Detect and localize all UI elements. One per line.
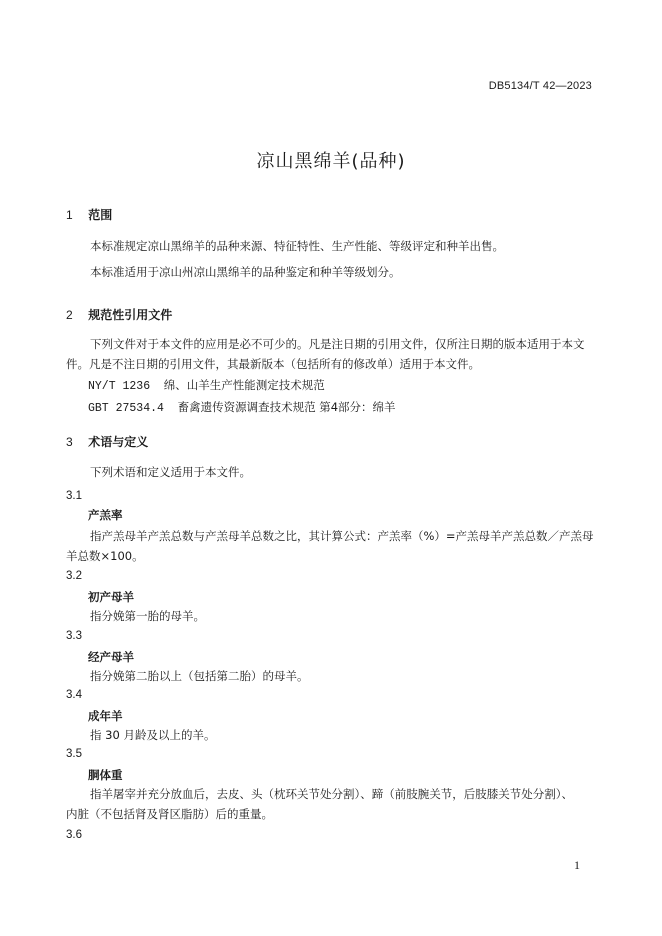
reference-title: 绵、山羊生产性能测定技术规范 bbox=[163, 378, 325, 392]
clause-number: 3.3 bbox=[66, 630, 82, 642]
term-definition-line: 指分娩第一胎的母羊。 bbox=[90, 609, 205, 623]
section-3-heading bbox=[66, 433, 148, 450]
section-title: 规范性引用文件 bbox=[88, 308, 173, 322]
term-name: 产羔率 bbox=[88, 508, 123, 522]
term-definition-line: 内脏（不包括肾及肾区脂肪）后的重量。 bbox=[66, 807, 273, 821]
term-name: 胴体重 bbox=[88, 768, 123, 782]
term-definition-line: 指 30 月龄及以上的羊。 bbox=[90, 728, 216, 742]
normative-references-line-2: 件。凡是不注日期的引用文件，其最新版本（包括所有的修改单）适用于本文件。 bbox=[66, 357, 480, 371]
term-definition-line: 羊总数×100。 bbox=[66, 549, 144, 563]
term-name: 初产母羊 bbox=[88, 590, 134, 604]
scope-paragraph-1: 本标准规定凉山黑绵羊的品种来源、特征特性、生产性能、等级评定和种羊出售。 bbox=[90, 239, 504, 253]
normative-references-line-1: 下列文件对于本文件的应用是必不可少的。凡是注日期的引用文件，仅所注日期的版本适用于本文 bbox=[90, 337, 585, 351]
standard-code: DB5134/T 42—2023 bbox=[488, 80, 592, 92]
clause-number: 3.5 bbox=[66, 748, 82, 760]
reference-title: 畜禽遗传资源调查技术规范 第4部分：绵羊 bbox=[177, 400, 396, 414]
page-number: 1 bbox=[574, 858, 580, 872]
term-definition-line: 指分娩第二胎以上（包括第二胎）的母羊。 bbox=[90, 669, 309, 683]
term-name: 经产母羊 bbox=[88, 650, 134, 664]
section-number: 3 bbox=[66, 435, 73, 449]
section-number: 2 bbox=[66, 308, 73, 322]
term-definition-line: 指羊屠宰并充分放血后，去皮、头（枕环关节处分割）、蹄（前肢腕关节，后肢膝关节处分割）、 bbox=[90, 787, 573, 801]
term-name: 成年羊 bbox=[88, 709, 123, 723]
reference-code: NY/T 1236 bbox=[88, 380, 151, 393]
section-2-heading bbox=[66, 306, 172, 323]
clause-number: 3.6 bbox=[66, 829, 82, 841]
term-definition-line: 指产羔母羊产羔总数与产羔母羊总数之比，其计算公式：产羔率（%）=产羔母羊产羔总数／产羔母 bbox=[90, 529, 594, 543]
section-number: 1 bbox=[66, 208, 73, 222]
clause-number: 3.2 bbox=[66, 570, 82, 582]
reference-item bbox=[88, 377, 325, 393]
section-title: 范围 bbox=[88, 208, 113, 222]
section-1-heading bbox=[66, 206, 112, 223]
scope-paragraph-2: 本标准适用于凉山州凉山黑绵羊的品种鉴定和种羊等级划分。 bbox=[90, 265, 401, 279]
document-title: 凉山黑绵羊(品种) bbox=[256, 151, 406, 172]
clause-number: 3.1 bbox=[66, 490, 82, 502]
clause-number: 3.4 bbox=[66, 689, 82, 701]
reference-item bbox=[88, 399, 396, 415]
section-title: 术语与定义 bbox=[88, 435, 149, 449]
reference-code: GBT 27534.4 bbox=[88, 402, 164, 415]
terms-intro: 下列术语和定义适用于本文件。 bbox=[90, 465, 251, 479]
